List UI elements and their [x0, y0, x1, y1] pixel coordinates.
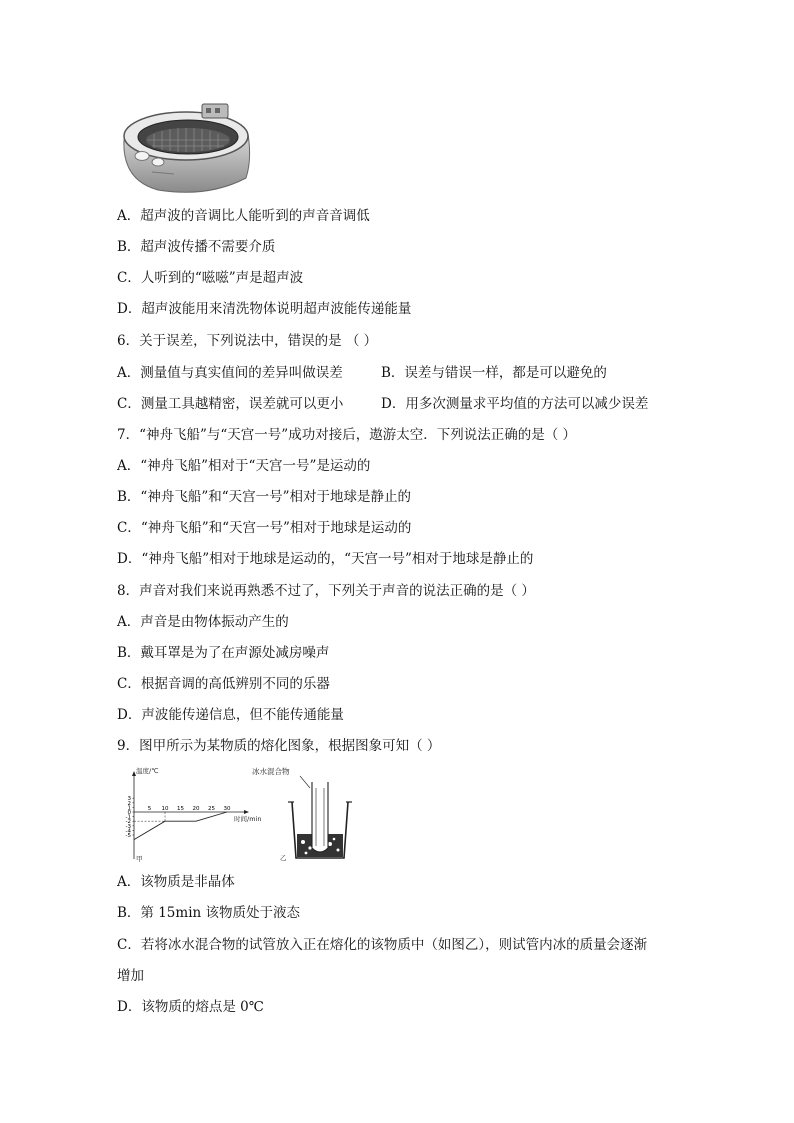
x-axis-arrow — [244, 810, 249, 814]
q7-option-d: D．“神舟飞船”相对于地球是运动的，“天宫一号”相对于地球是静止的 — [117, 551, 534, 567]
x-tick-label: 25 — [208, 806, 215, 812]
caption-jia: 甲 — [136, 855, 143, 863]
y-tick-label: -5 — [125, 833, 131, 839]
test-tube — [312, 782, 328, 852]
q9-option-c-continued: 增加 — [117, 968, 144, 984]
q7-option-a: A．“神舟飞船”相对于“天宫一号”是运动的 — [117, 458, 371, 474]
x-tick-label: 5 — [147, 806, 152, 812]
ultrasonic-cleaner-image — [118, 100, 254, 196]
q9-option-a: A．该物质是非晶体 — [117, 874, 235, 890]
x-tick-label: 20 — [192, 806, 200, 812]
q9-figure — [120, 762, 352, 864]
q5-option-b: B．超声波传播不需要介质 — [117, 239, 276, 255]
y-tick-label: 0 — [127, 810, 131, 816]
q7-option-c: C．“神舟飞船”和“天宫一号”相对于地球是运动的 — [117, 520, 412, 536]
q7-stem: 7．“神舟飞船”与“天宫一号”成功对接后，遨游太空．下列说法正确的是（ ） — [117, 427, 576, 443]
q6-stem: 6．关于误差，下列说法中，错误的是 （ ） — [117, 333, 378, 349]
q9-option-b: B．第 15min 该物质处于液态 — [117, 905, 300, 921]
q8-option-c: C．根据音调的高低辨别不同的乐器 — [117, 676, 330, 692]
y-tick-label: 2 — [127, 800, 131, 807]
y-tick-label: -1 — [125, 814, 131, 821]
x-tick-label: 15 — [177, 806, 184, 812]
q8-option-b: B．戴耳罩是为了在声源处减房噪声 — [117, 645, 330, 661]
x-tick-label: 30 — [223, 806, 231, 812]
y-tick-label: 1 — [127, 805, 131, 812]
melting-graph — [126, 766, 262, 863]
q9-option-d: D．该物质的熔点是 0℃ — [117, 999, 264, 1015]
q9-stem: 9．图甲所示为某物质的熔化图象，根据图象可知（ ） — [117, 738, 441, 754]
q8-option-a: A．声音是由物体振动产生的 — [117, 614, 289, 630]
q5-option-c: C．人听到的“嗞嗞”声是超声波 — [117, 270, 304, 286]
series-line — [134, 812, 227, 840]
beaker-label: 冰水混合物 — [252, 767, 290, 776]
q8-option-d: D．声波能传递信息，但不能传通能量 — [117, 707, 344, 723]
y-axis-label: 温度/℃ — [136, 767, 159, 775]
label-pointer — [300, 776, 310, 788]
q5-option-a: A．超声波的音调比人能听到的声音音调低 — [117, 208, 370, 224]
q5-option-d: D．超声波能用来清洗物体说明超声波能传递能量 — [117, 301, 412, 317]
q7-option-b: B．“神舟飞船”和“天宫一号”相对于地球是静止的 — [117, 489, 412, 505]
q6-option-b: B．误差与错误一样，都是可以避免的 — [381, 365, 607, 381]
y-tick-label: -3 — [125, 823, 131, 830]
y-tick-label: 3 — [127, 796, 131, 803]
q8-stem: 8．声音对我们来说再熟悉不过了，下列关于声音的说法正确的是（ ） — [117, 583, 535, 599]
y-tick-label: -2 — [125, 819, 131, 826]
x-tick-label: 10 — [161, 806, 169, 812]
q9-option-c: C．若将冰水混合物的试管放入正在熔化的该物质中（如图乙），则试管内冰的质量会逐渐 — [117, 937, 648, 953]
q6-option-c: C．测量工具越精密，误差就可以更小 — [117, 396, 344, 412]
y-tick-label: -4 — [125, 828, 131, 835]
q6-option-d: D．用多次测量求平均值的方法可以减少误差 — [381, 396, 649, 412]
x-axis-label: 时间/min — [234, 815, 262, 823]
caption-yi: 乙 — [280, 854, 287, 862]
q6-option-a: A．测量值与真实值间的差异叫做误差 — [117, 365, 343, 381]
beaker-figure — [252, 766, 352, 862]
